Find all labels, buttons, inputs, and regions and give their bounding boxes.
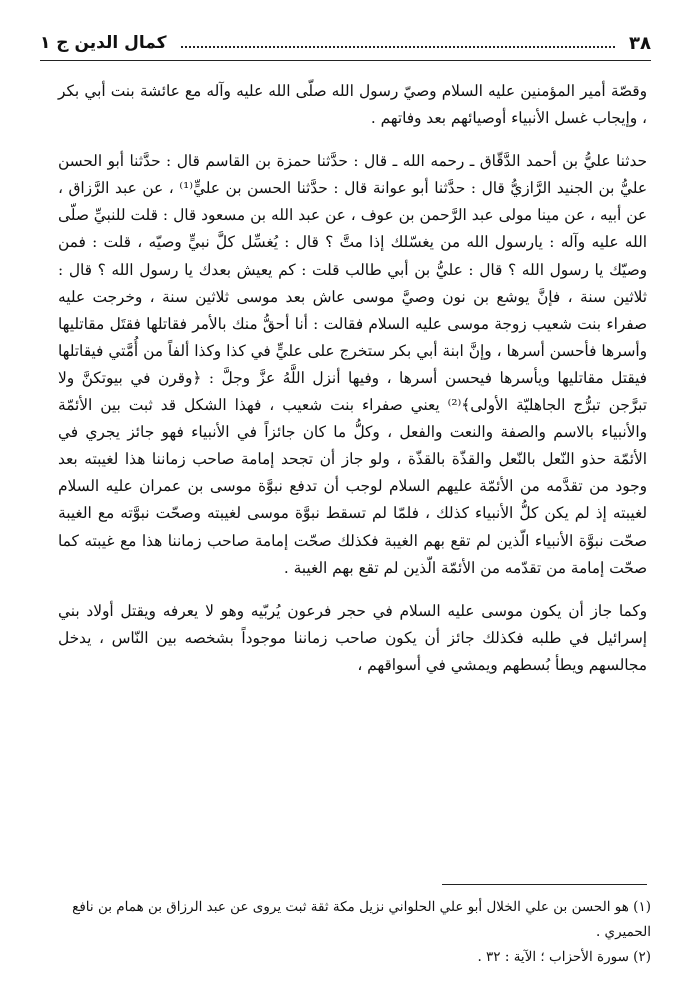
paragraph-hadith: حدثنا عليُّ بن أحمد الدَّقّاق ـ رحمه الله ـ قال : حدَّثنا حمزة بن القاسم قال : حدَّثنا أبو الحسن عليُّ بن الجنيد الرَّازيُّ قال : حدَّثنا أبو عوانة قال : حدَّثنا الحسن بن عليٍّ⁽¹⁾ ، عن عبد الرَّزاق ، عن أبيه ، عن مينا مولى عبد الرَّحمن بن عوف ، عن عبد الله بن مسعود قال : قلت للنبيِّ صلّى الله عليه وآله : يارسول الله من يغسّلك إذا متَّ ؟ قال : يُغسِّل كلَّ نبيٍّ وصيّه ، قلت : فمن وصيّك يا رسول الله ؟ قال : عليُّ بن أبي طالب قلت : كم يعيش بعدك يا رسول الله ؟ قال : ثلاثين سنة ، فإنَّ يوشع بن نون وصيَّ موسى عاش بعد موسى ثلاثين سنة ، وخرجت عليه صفراء بنت شعيب زوجة موسى عليه السلام فقالت : أنا أحقُّ منك بالأمر فقاتلها فقتَل مقاتليها وأسرها فأحسن أسرها ، وإنَّ ابنة أبي بكر ستخرج على عليٍّ في كذا وكذا ألفاً من أُمَّتي فيقاتلها فيقتل مقاتليها ويأسرها فيحسن أسرها ، وفيها أنزل اللَّهُ عزَّ وجلَّ : ﴿وقرن في بيوتكنَّ ولا تبرَّجن تبرُّج الجاهليّة الأولى﴾⁽²⁾ يعني صفراء بنت شعيب ، فهذا الشكل قد ثبت بين الأئمّة والأنبياء بالاسم والصفة والنعت والفعل ، وكلُّ ما كان جائزاً في الأنبياء فهو جائز يجري في الأئمّة حذو النّعل بالنّعل والقذّة بالقذّة ، ولو جاز أن تجحد إمامة صاحب زماننا هذا لغيبته بعد وجود من تقدَّمه من الأئمّة عليهم السلام لوجب أن تدفع نبوَّة موسى بن عمران عليه السلام لغيبته إذ لم يكن كلُّ الأنبياء كذلك ، فلمّا لم تسقط نبوَّة موسى لغيبته وصحّت نبوَّته مع الغيبة صحّت نبوَّة الأنبياء الّذين لم تقع بهم الغيبة فكذلك صحّت إمامة صاحب زماننا هذا مع غيبته كما صحّت إمامة من تقدّمه من الأئمّة الّذين لم تقع بهم الغيبة . [58, 152, 647, 577]
footnote-2: (٢) سورة الأحزاب ؛ الآية : ٣٢ . [477, 949, 651, 965]
paragraph-moses: وكما جاز أن يكون موسى عليه السلام في حجر فرعون يُربّيه وهو لا يعرفه ويقتل أولاد بني إسرائيل في طلبه فكذلك جائز أن يكون صاحب زماننا موجوداً بشخصه بين النّاس ، يدخل مجالسهم ويطأ بُسطهم ويمشي في أسواقهم ، [58, 601, 647, 674]
header-dotted-leader [181, 38, 615, 48]
footnote-separator [442, 884, 647, 885]
main-text [58, 78, 647, 679]
book-title: كمال الدين ج ١ [40, 33, 167, 53]
paragraph-heading: وقصّة أمير المؤمنين عليه السلام وصيّ رسول الله صلّى الله عليه وآله مع عائشة بنت أبي بكر ، وإيجاب غسل الأنبياء أوصيائهم بعد وفاتهم . [58, 82, 647, 128]
footnotes [40, 895, 651, 970]
footnote-1: (١) هو الحسن بن علي الخلال أبو علي الحلواني نزيل مكة ثقة ثبت يروى عن عبد الرزاق بن همام بن نافع الحميري . [72, 899, 651, 940]
page-number: ٣٨ [629, 32, 651, 54]
page-header [40, 26, 651, 61]
